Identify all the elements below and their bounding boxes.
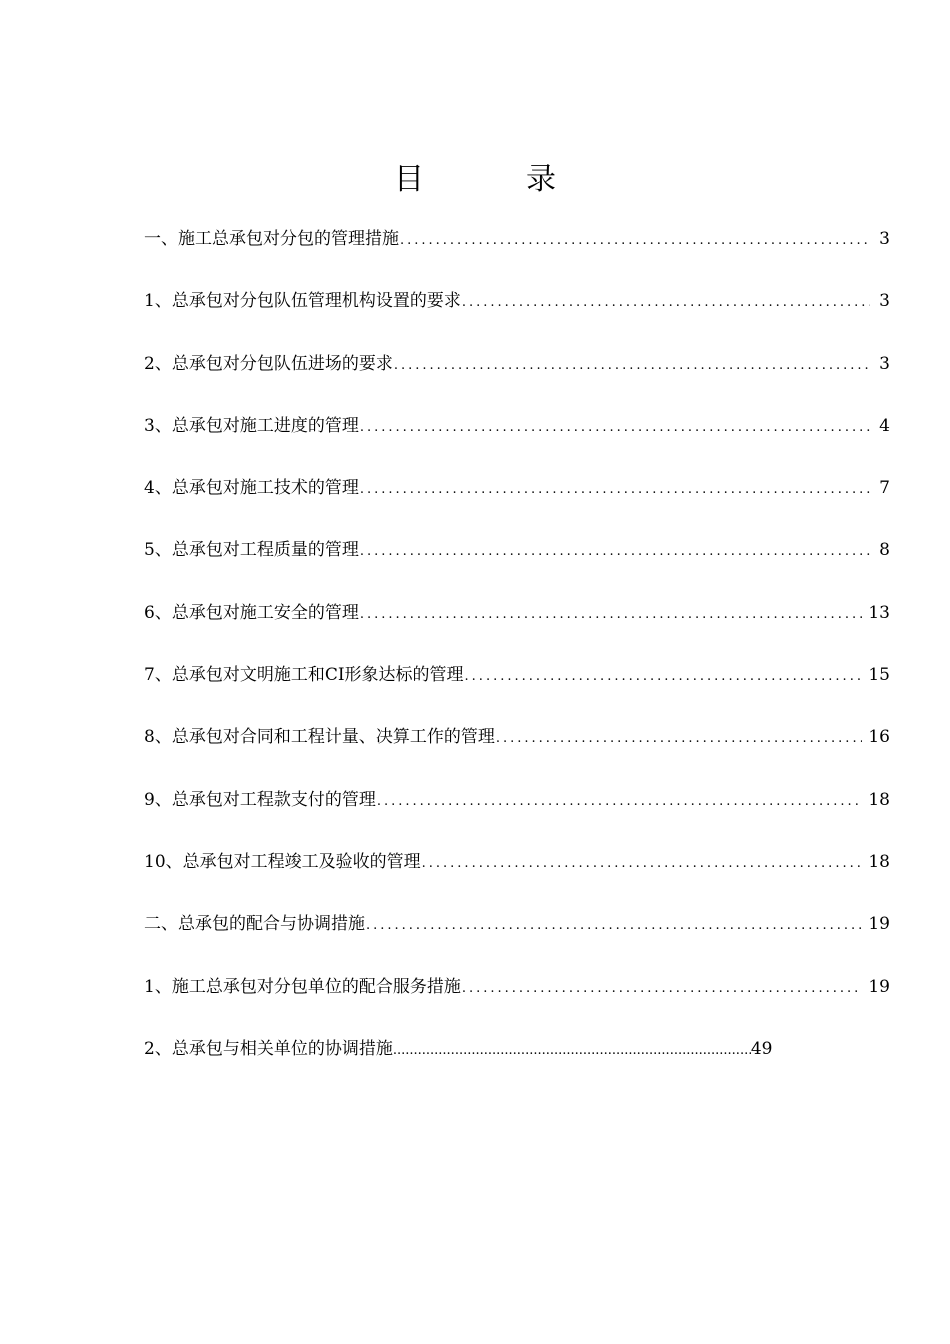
toc-title: 目 录: [394, 162, 592, 197]
toc-leader-dots: [360, 415, 870, 441]
toc-entry-label: 一、施工总承包对分包的管理措施: [144, 229, 399, 249]
toc-entry-page: 13: [868, 602, 890, 623]
toc-leader-dots: [393, 1038, 751, 1064]
toc-list: [144, 226, 890, 1098]
toc-entry-page: 3: [879, 353, 890, 374]
toc-entry-label: 5、总承包对工程质量的管理: [144, 540, 359, 561]
toc-entry-page: 18: [868, 851, 890, 872]
toc-entry-page: 8: [879, 540, 890, 561]
toc-entry[interactable]: [144, 600, 890, 662]
toc-entry-page: 15: [868, 665, 890, 686]
toc-entry-label: 8、总承包对合同和工程计量、决算工作的管理: [144, 727, 495, 748]
toc-entry-page: 3: [879, 291, 890, 312]
toc-entry-label: 4、总承包对施工技术的管理: [144, 478, 359, 499]
toc-entry-label: 6、总承包对施工安全的管理: [144, 602, 359, 623]
toc-leader-dots: [366, 913, 862, 939]
toc-entry-label: 9、总承包对工程款支付的管理: [144, 789, 376, 810]
toc-leader-dots: [360, 602, 863, 628]
toc-entry[interactable]: [144, 787, 890, 849]
toc-entry[interactable]: [144, 288, 890, 350]
toc-entry[interactable]: [144, 413, 890, 475]
toc-entry[interactable]: [144, 537, 890, 599]
toc-leader-dots: [465, 664, 863, 690]
toc-entry[interactable]: [144, 475, 890, 537]
toc-entry[interactable]: [144, 226, 890, 288]
toc-entry[interactable]: [144, 351, 890, 413]
toc-entry-page: 7: [879, 478, 890, 499]
toc-leader-dots: [394, 353, 870, 379]
toc-entry-page: 49: [750, 1038, 773, 1059]
toc-entry-page: 19: [868, 976, 890, 997]
toc-entry-label: 1、施工总承包对分包单位的配合服务措施: [144, 976, 461, 997]
toc-entry[interactable]: [144, 849, 890, 911]
toc-entry-label: 7、总承包对文明施工和CI形象达标的管理: [144, 665, 464, 686]
toc-leader-dots: [422, 851, 863, 877]
toc-entry[interactable]: [144, 724, 890, 786]
toc-entry-page: 4: [879, 415, 890, 436]
toc-entry[interactable]: [144, 974, 890, 1036]
toc-leader-dots: [496, 726, 863, 752]
toc-entry-label: 10、总承包对工程竣工及验收的管理: [144, 851, 421, 872]
toc-entry[interactable]: [144, 1036, 890, 1098]
toc-entry-page: 19: [868, 914, 890, 935]
toc-leader-dots: [462, 290, 870, 316]
toc-entry-page: 18: [868, 789, 890, 810]
toc-leader-dots: [377, 789, 863, 815]
toc-leader-dots: [400, 228, 870, 254]
toc-entry-label: 2、总承包与相关单位的协调措施: [144, 1038, 393, 1059]
toc-entry-label: 1、总承包对分包队伍管理机构设置的要求: [144, 291, 461, 312]
toc-entry[interactable]: [144, 911, 890, 973]
toc-entry-page: 3: [879, 229, 890, 249]
toc-entry-page: 16: [868, 727, 890, 748]
toc-leader-dots: [360, 477, 870, 503]
toc-entry[interactable]: [144, 662, 890, 724]
toc-entry-label: 二、总承包的配合与协调措施: [144, 914, 365, 935]
toc-leader-dots: [360, 539, 870, 565]
toc-entry-label: 2、总承包对分包队伍进场的要求: [144, 353, 393, 374]
toc-entry-label: 3、总承包对施工进度的管理: [144, 415, 359, 436]
toc-leader-dots: [462, 976, 863, 1002]
